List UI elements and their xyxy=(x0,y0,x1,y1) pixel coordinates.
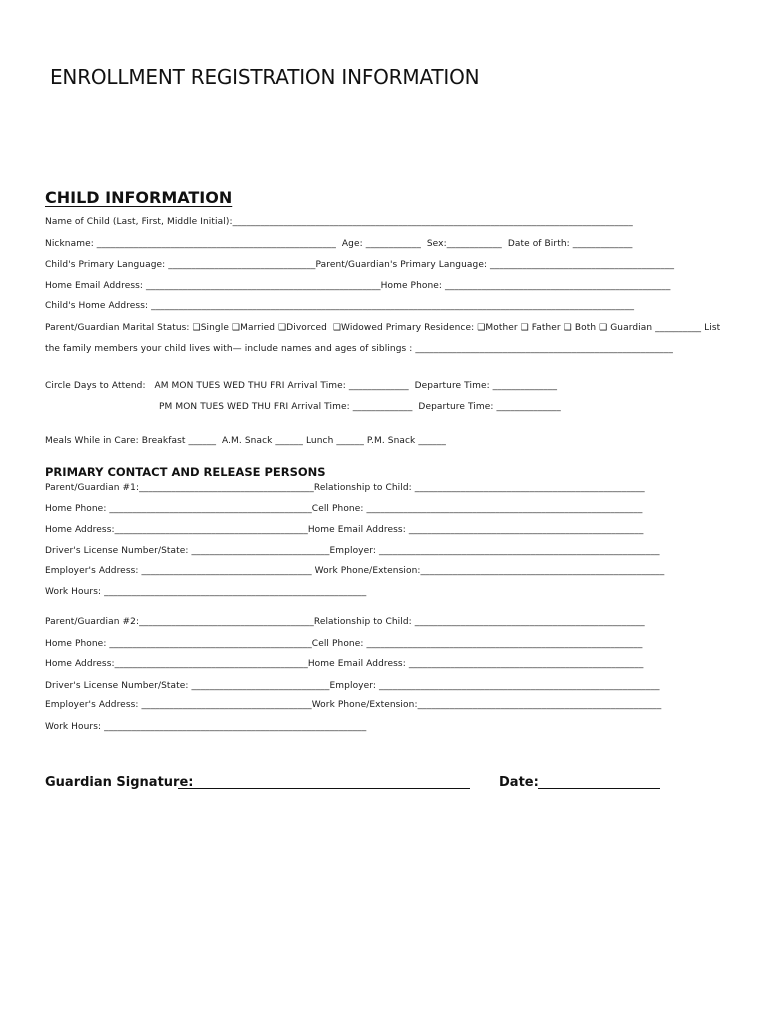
guardian1-employer-address-field[interactable]: Employer's Address: _____________________________________ Work Phone/Extension:_____________________________________________________ xyxy=(45,566,665,576)
home-email-phone-field[interactable]: Home Email Address: ___________________________________________________Home Phone: _________________________________________________ xyxy=(45,281,671,291)
guardian-signature-label: Guardian Signature: xyxy=(45,775,194,790)
guardian2-work-hours-field[interactable]: Work Hours: _________________________________________________________ xyxy=(45,722,367,732)
nickname-age-sex-dob-field[interactable]: Nickname: ____________________________________________________ Age: ____________ Sex:____________ Date of Birth: _____________ xyxy=(45,239,633,249)
child-name-field[interactable]: Name of Child (Last, First, Middle Initial):_______________________________________________________________________________________ xyxy=(45,217,633,227)
meals-field[interactable]: Meals While in Care: Breakfast ______ A.M. Snack ______ Lunch ______ P.M. Snack ______ xyxy=(45,436,446,446)
marital-status-residence-field[interactable]: Parent/Guardian Marital Status: ❑Single ❑Married ❑Divorced ❑Widowed Primary Residence: ❑Mother ❑ Father ❑ Both ❑ Guardian __________ List xyxy=(45,323,721,333)
attend-pm-field[interactable]: PM MON TUES WED THU FRI Arrival Time: _____________ Departure Time: ______________ xyxy=(159,402,561,412)
date-signature-line[interactable] xyxy=(538,788,660,789)
guardian1-relationship-field[interactable]: Parent/Guardian #1:______________________________________Relationship to Child: __________________________________________________ xyxy=(45,483,645,493)
attend-am-field[interactable]: Circle Days to Attend: AM MON TUES WED THU FRI Arrival Time: _____________ Departure Time: ______________ xyxy=(45,381,558,391)
date-label: Date: xyxy=(499,775,539,790)
child-home-address-field[interactable]: Child's Home Address: _________________________________________________________________________________________________________ xyxy=(45,301,635,311)
guardian2-license-employer-field[interactable]: Driver's License Number/State: ______________________________Employer: _____________________________________________________________ xyxy=(45,681,660,691)
child-information-heading: CHILD INFORMATION xyxy=(45,188,233,207)
guardian1-address-field[interactable]: Home Address:__________________________________________Home Email Address: ___________________________________________________ xyxy=(45,525,644,535)
primary-contact-heading: PRIMARY CONTACT AND RELEASE PERSONS xyxy=(45,465,326,479)
guardian2-relationship-field[interactable]: Parent/Guardian #2:______________________________________Relationship to Child: __________________________________________________ xyxy=(45,617,645,627)
guardian2-address-field[interactable]: Home Address:__________________________________________Home Email Address: ___________________________________________________ xyxy=(45,659,644,669)
guardian2-phone-field[interactable]: Home Phone: ____________________________________________Cell Phone: ____________________________________________________________ xyxy=(45,639,643,649)
guardian2-employer-address-field[interactable]: Employer's Address: _____________________________________Work Phone/Extension:_____________________________________________________ xyxy=(45,700,662,710)
guardian1-work-hours-field[interactable]: Work Hours: _________________________________________________________ xyxy=(45,587,367,597)
guardian1-license-employer-field[interactable]: Driver's License Number/State: ______________________________Employer: _____________________________________________________________ xyxy=(45,546,660,556)
family-members-field[interactable]: the family members your child lives with— include names and ages of siblings : ________________________________________________________ xyxy=(45,344,673,354)
primary-language-field[interactable]: Child's Primary Language: ________________________________Parent/Guardian's Primary Language: ________________________________________ xyxy=(45,260,675,270)
guardian1-phone-field[interactable]: Home Phone: ____________________________________________Cell Phone: ____________________________________________________________ xyxy=(45,504,643,514)
guardian-signature-line[interactable] xyxy=(178,788,470,789)
document-title: ENROLLMENT REGISTRATION INFORMATION xyxy=(50,65,480,89)
